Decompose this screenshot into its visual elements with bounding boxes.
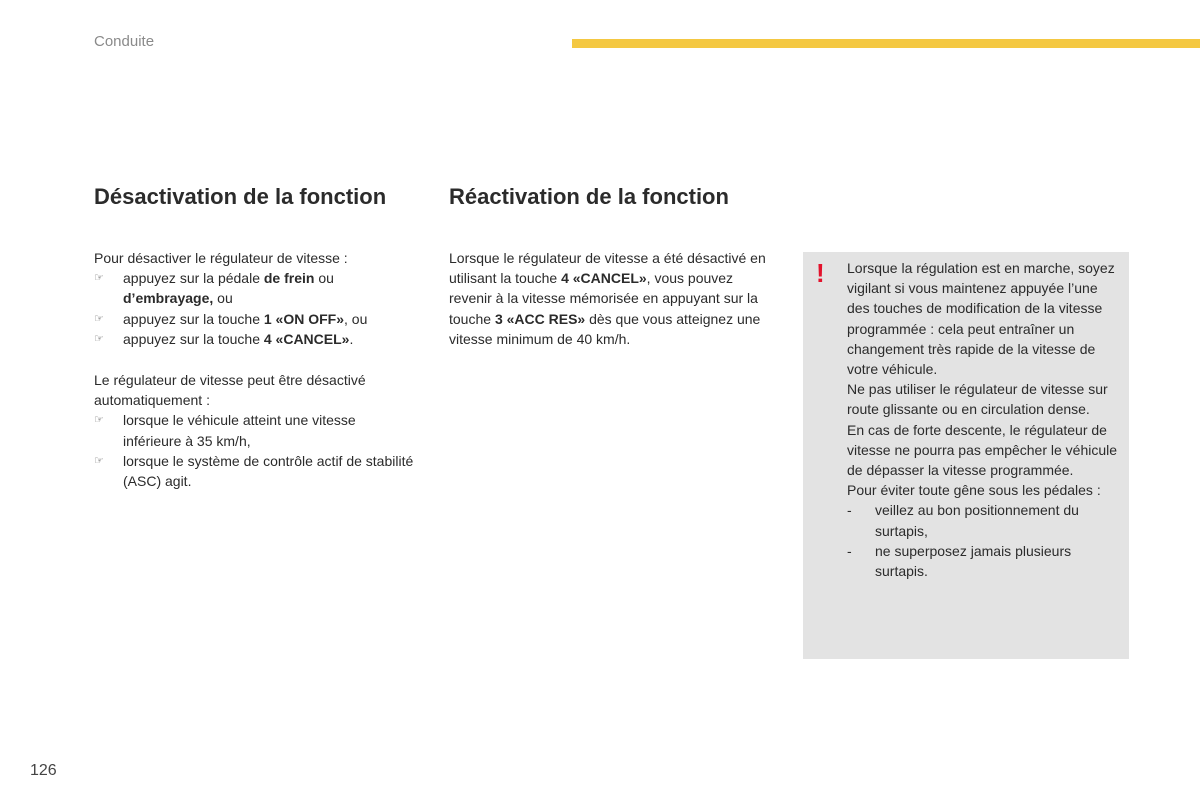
section-title: Conduite xyxy=(94,33,155,50)
reactivation-section xyxy=(449,248,769,349)
pointing-hand-icon: ☞ xyxy=(94,272,104,285)
list-item: ☞ appuyez sur la pédale de frein ou d’embrayage, ou xyxy=(94,270,334,307)
warning-text xyxy=(847,258,1123,581)
list-item: ☞ lorsque le système de contrôle actif de stabilité (ASC) agit. xyxy=(94,452,414,490)
auto-deactivation-list xyxy=(94,410,414,491)
list-item: ☞ appuyez sur la touche 1 «ON OFF», ou xyxy=(94,309,414,329)
warning-box xyxy=(803,252,1129,659)
pointing-hand-icon: ☞ xyxy=(94,312,104,325)
deactivation-list xyxy=(94,268,414,349)
list-item: ☞ appuyez sur la touche 4 «CANCEL». xyxy=(94,329,414,349)
warning-paragraph: Pour éviter toute gêne sous les pédales : xyxy=(847,482,1101,499)
pointing-hand-icon: ☞ xyxy=(94,332,104,345)
pointing-hand-icon: ☞ xyxy=(94,454,104,467)
reactivation-body: Lorsque le régulateur de vitesse a été désactivé en utilisant la touche 4 «CANCEL», vous pouvez revenir à la vitesse mémorisée en appuyant sur la touche 3 «ACC RES» dès que vous atteignez une vitesse minimum de 40 km/h. xyxy=(449,250,766,347)
warning-paragraph: En cas de forte descente, le régulateur de vitesse ne pourra pas empêcher le véhicule de dépasser la vitesse programmée. xyxy=(847,421,1118,479)
reactivation-heading: Réactivation de la fonction xyxy=(449,184,729,209)
pointing-hand-icon: ☞ xyxy=(94,414,104,427)
warning-exclamation-icon: ! xyxy=(816,258,825,288)
warning-paragraph: Lorsque la régulation est en marche, soyez vigilant si vous maintenez appuyée l’une des touches de modification de la vitesse programmée : cela peut entraîner un changement très rapide de la vitesse de votre véhicule. xyxy=(847,260,1115,378)
warning-paragraph: Ne pas utiliser le régulateur de vitesse sur route glissante ou en circulation dense. xyxy=(847,381,1108,418)
deactivation-heading: Désactivation de la fonction xyxy=(94,184,387,209)
deactivation-intro: Pour désactiver le régulateur de vitesse : xyxy=(94,250,348,266)
list-item: - ne superposez jamais plusieurs surtapis. xyxy=(847,542,1072,580)
list-item: - veillez au bon positionnement du surtapis, xyxy=(847,502,1079,539)
list-item: ☞ lorsque le véhicule atteint une vitesse inférieure à 35 km/h, xyxy=(94,412,356,449)
deactivation-section xyxy=(94,248,414,491)
page-number: 126 xyxy=(30,762,57,779)
auto-deactivation-intro: Le régulateur de vitesse peut être désactivé automatiquement : xyxy=(94,372,366,409)
warning-list xyxy=(847,500,1123,581)
header-accent-bar xyxy=(572,39,1200,48)
